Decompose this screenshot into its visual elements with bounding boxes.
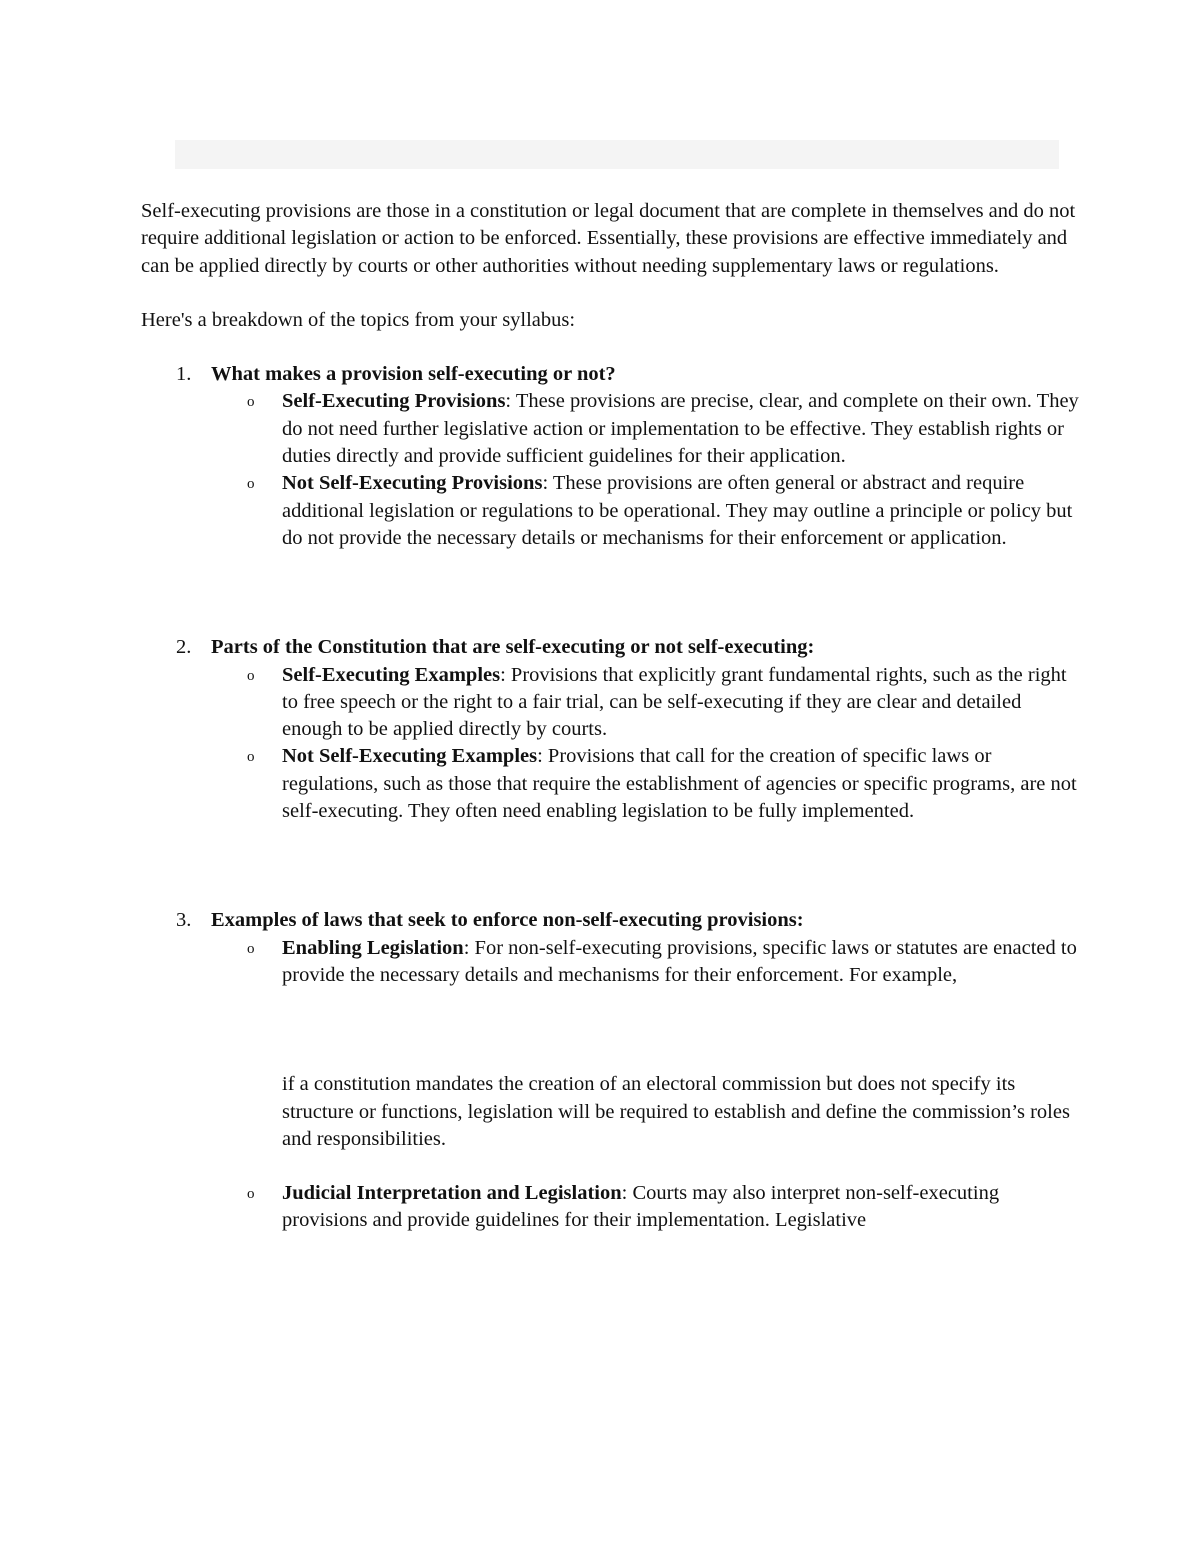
topic-title: Examples of laws that seek to enforce non-self-executing provisions: (211, 909, 804, 932)
topic-1 (141, 361, 1081, 388)
item-term: Judicial Interpretation and Legislation (282, 1182, 622, 1205)
topic-title: What makes a provision self-executing or not? (211, 363, 616, 386)
item-text: : Courts may also interpret non-self-executing provisions and provide guidelines for their implementation. Legislative (282, 1182, 1000, 1232)
item-term: Not Self-Executing Examples (282, 745, 538, 768)
topic-2 (141, 634, 1081, 661)
list-item (141, 388, 1081, 470)
topic-number: 2. (176, 636, 192, 659)
lead-paragraph: Here's a breakdown of the topics from your syllabus: (141, 308, 576, 331)
item-text: : These provisions are precise, clear, and complete on their own. They do not need further legislative action or implementation to be effective. They establish rights or duties directly and provide sufficient guidelines for their application. (282, 390, 1079, 468)
document-body (141, 198, 1081, 1235)
item-text: : These provisions are often general or abstract and require additional legislation or regulations to be operational. They may outline a principle or policy but do not provide the necessary details or mechanisms for their enforcement or application. (282, 472, 1073, 549)
list-item (141, 470, 1081, 552)
list-item (141, 662, 1081, 744)
topic-number: 1. (176, 363, 192, 386)
topic-3 (141, 907, 1081, 934)
bullet-icon: o (247, 394, 255, 411)
intro-paragraph: Self-executing provisions are those in a constitution or legal document that are complete in themselves and do not require additional legislation or action to be enforced. Essentially, these provisions are effective immediately and can be applied directly by courts or other authorities without needing supplementary laws or regulations. (141, 200, 1076, 277)
bullet-icon: o (247, 749, 255, 766)
item-text: : Provisions that explicitly grant fundamental rights, such as the right to free speech or the right to a fair trial, can be self-executing if they are clear and detailed enough to be applied directly by courts. (282, 663, 1067, 741)
bullet-icon: o (247, 667, 255, 684)
bullet-icon: o (247, 476, 255, 493)
list-item (141, 1180, 1081, 1235)
bullet-icon: o (247, 940, 255, 957)
item-text: : Provisions that call for the creation of specific laws or regulations, such as those that require the establishment of agencies or specific programs, are not self-executing. They often need enabling legislation to be fully implemented. (282, 745, 1077, 823)
list-item-continuation (141, 1071, 1081, 1153)
list-item (141, 935, 1081, 990)
topic-number: 3. (176, 909, 192, 932)
list-item (141, 743, 1081, 825)
item-term: Enabling Legislation (282, 936, 464, 959)
bullet-icon: o (247, 1186, 255, 1203)
item-text: : For non-self-executing provisions, specific laws or statutes are enacted to provide the necessary details and mechanisms for their enforcement. For example, (282, 936, 1077, 986)
item-term: Self-Executing Provisions (282, 390, 506, 413)
header-banner (175, 140, 1059, 169)
item-continuation-text: if a constitution mandates the creation of an electoral commission but does not specify its structure or functions, legislation will be required to establish and define the commission’s roles and responsibilities. (282, 1073, 1070, 1150)
item-term: Not Self-Executing Provisions (282, 472, 543, 495)
topic-title: Parts of the Constitution that are self-executing or not self-executing: (211, 636, 815, 659)
item-term: Self-Executing Examples (282, 663, 501, 686)
